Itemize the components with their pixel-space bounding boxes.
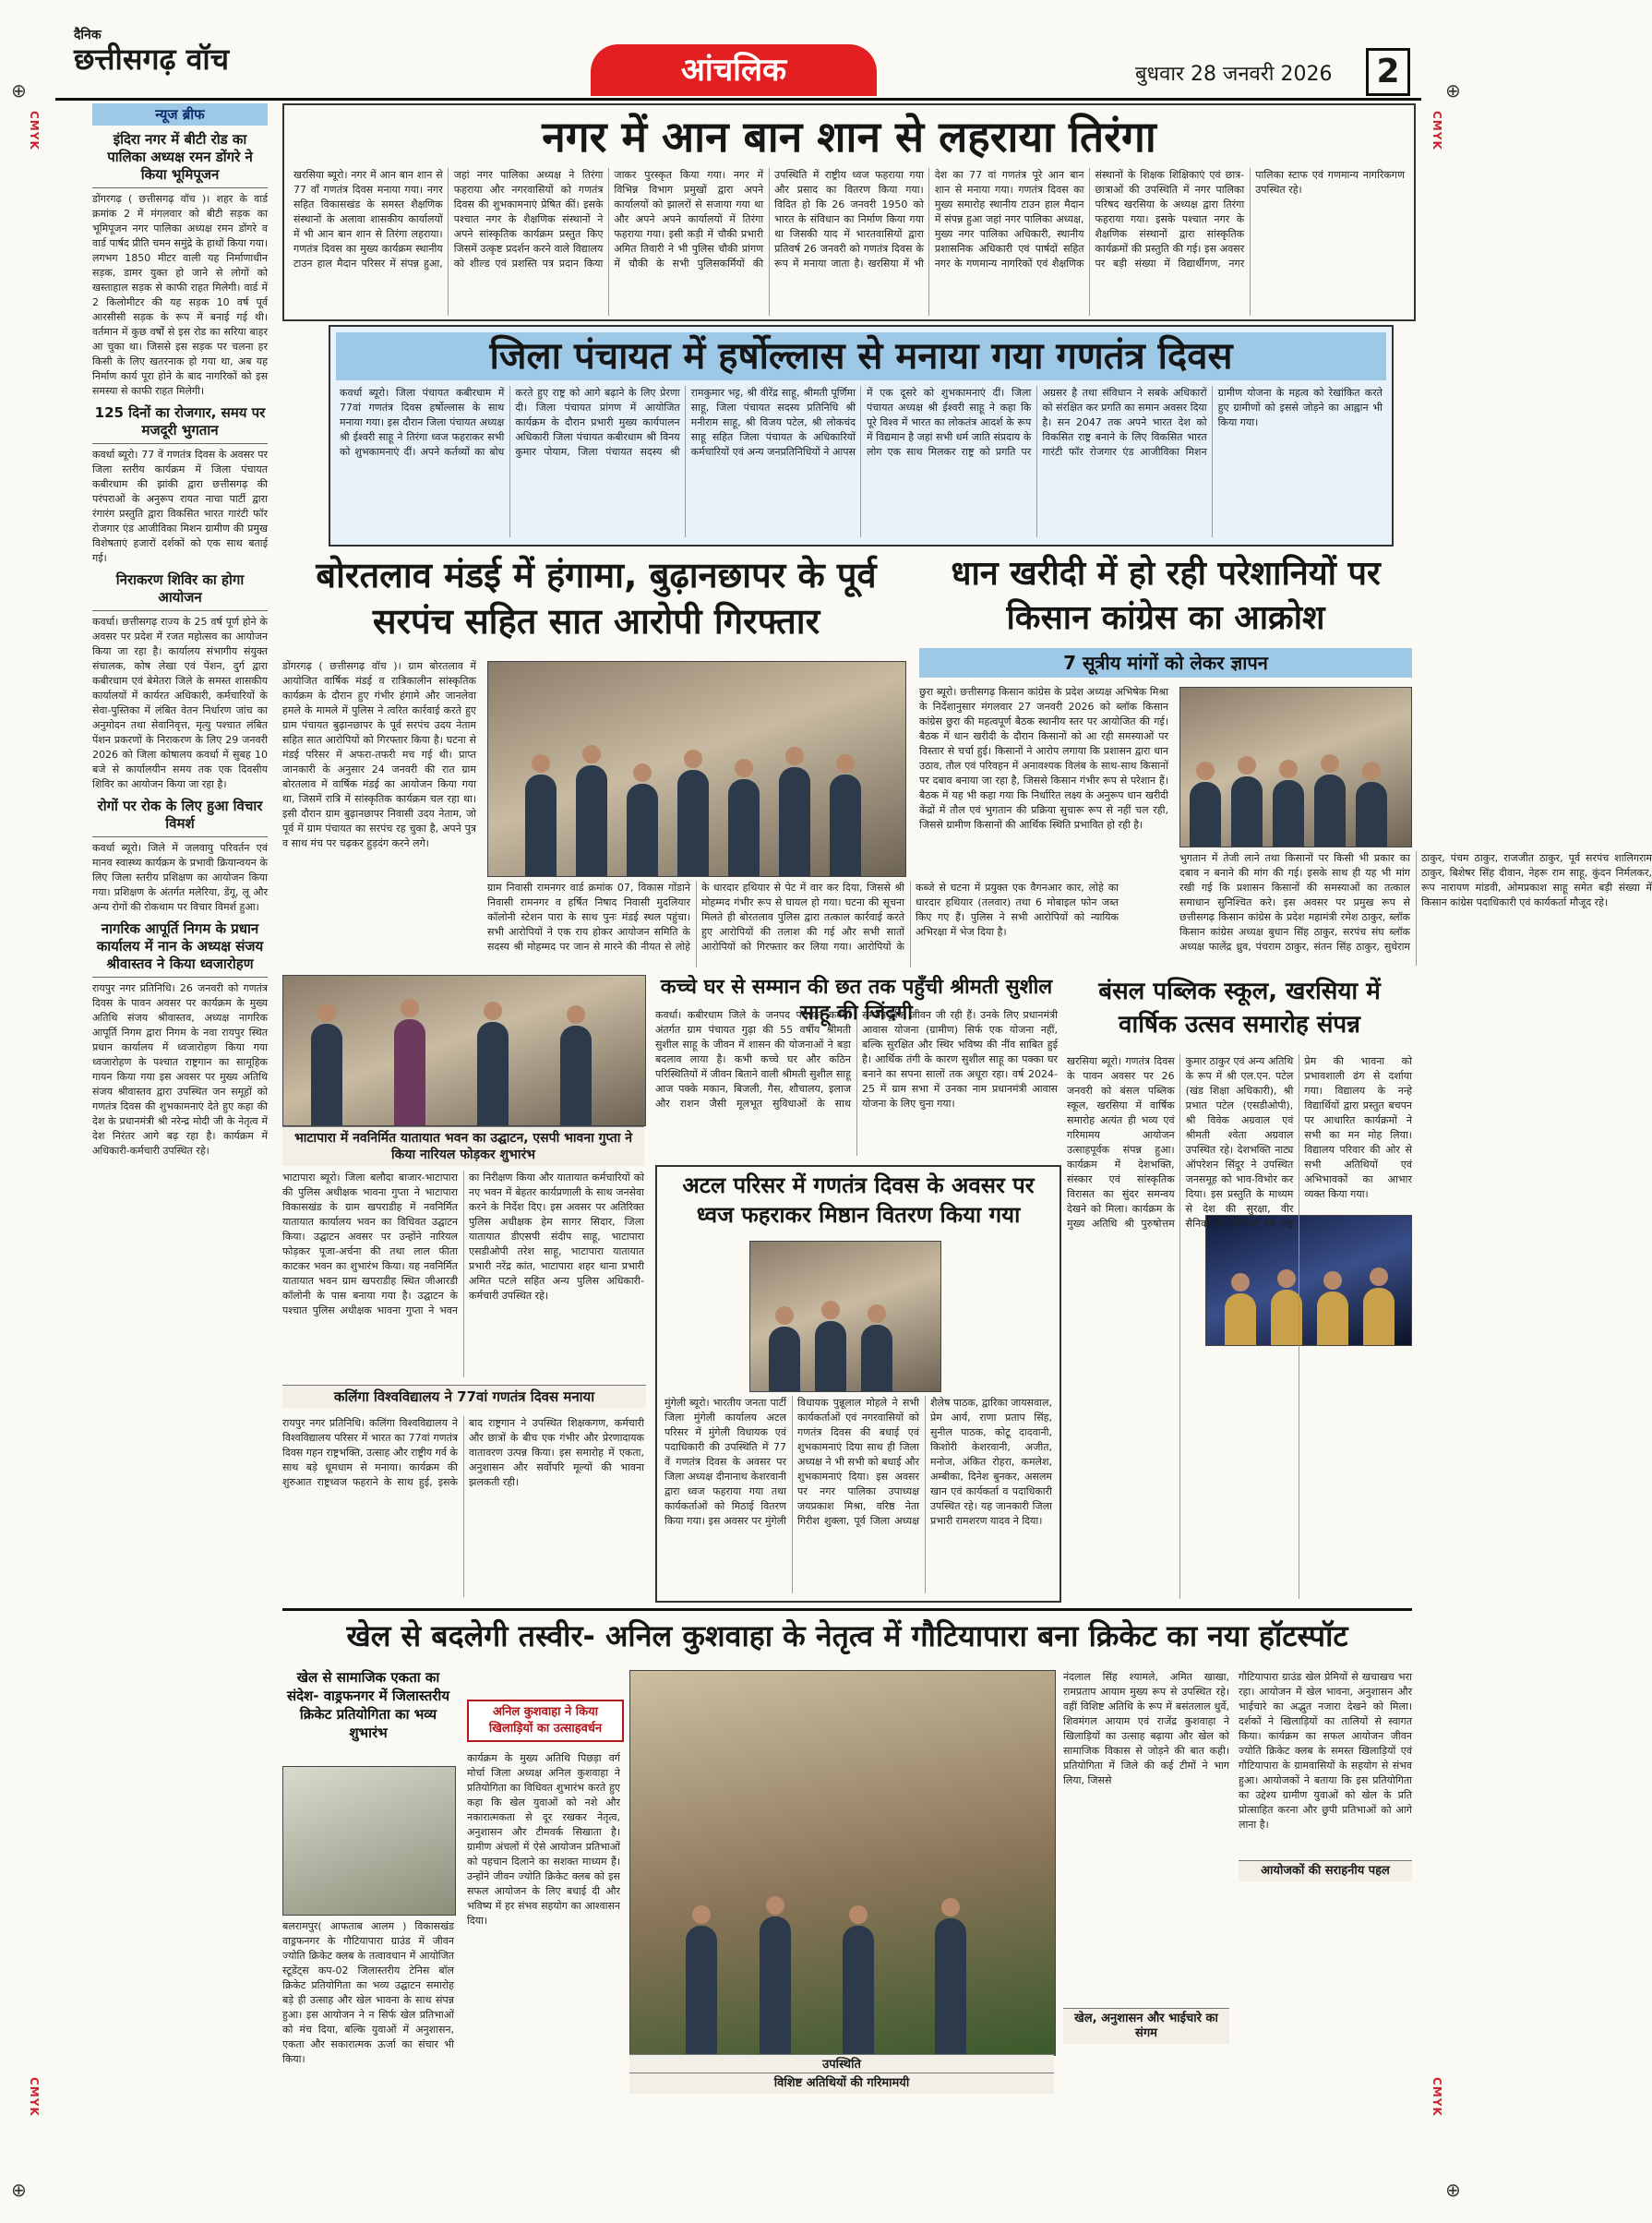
news-brief-sidebar xyxy=(92,103,268,2088)
cmyk-strip: CMYK xyxy=(28,2077,41,2117)
article-body xyxy=(664,1396,1052,1593)
article-text: खरसिया ब्यूरो। गणतंत्र दिवस के पावन अवसर पर 26 जनवरी को बंसल पब्लिक स्कूल, खरसिया में वार्षिक समारोह अत्यंत ही भव्य एवं गरिमामय आयोजन उत्साहपूर्वक संपन्न हुआ। कार्यक्रम में देशभक्ति, संस्कार एवं सांस्कृतिक विरासत का सुंदर समन्वय देखने को मिला। कार्यक्रम के मुख्य अतिथि श्री पुरुषोत्तम कुमार ठाकुर एवं अन्य अतिथि के रूप में श्री एल.एन. पटेल (खंड शिक्षा अधिकारी), श्री प्रभात पटेल (एसडीओपी), श्री विवेक अग्रवाल एवं श्रीमती श्वेता अग्रवाल उपस्थित रहे। देशभक्ति नाट्य ऑपरेशन सिंदूर ने उपस्थित जनसमूह को भाव-विभोर कर दिया। इस प्रस्तुति के माध्यम से देश की सुरक्षा, वीर सैनिकों के बलिदान एवं राष्ट्र प्रेम की भावना को प्रभावशाली ढंग से दर्शाया गया। विद्यालय के नन्हे विद्यार्थियों द्वारा प्रस्तुत बचपन पर आधारित कार्यक्रमों ने सभी का मन मोह लिया। विद्यालय परिवार की ओर से सभी अतिथियों एवं अभिभावकों का आभार व्यक्त किया गया। xyxy=(1067,1055,1412,1230)
article-text: नंदलाल सिंह श्यामले, अमित खाखा, रामप्रताप आयाम मुख्य रूप से उपस्थित रहे। वहीं विशिष्ट अतिथि के रूप में बसंतलाल धुर्वे, शिवमंगल आयाम एवं राजेंद्र कुशवाहा ने खिलाड़ियों का उत्साह बढ़ाया और खेल को सामाजिक विकास से जोड़ने की बात कही। प्रतियोगिता में जिले की कई टीमों ने भाग लिया, जिससे xyxy=(1063,1671,1229,1786)
sub-box: खेल, अनुशासन और भाईचारे का संगम xyxy=(1063,2008,1229,2044)
masthead-prefix: दैनिक xyxy=(74,28,102,42)
registration-mark-icon: ⊕ xyxy=(1445,2179,1461,2201)
brief-text: डोंगरगढ़ ( छत्तीसगढ़ वॉच )। शहर के वार्ड क्रमांक 2 में मंगलवार को बीटी सड़क का भूमिपूजन नगर पालिका अध्यक्ष रमन डोंगरे व वार्ड पार्षद प्रीति चमन समुंद्रे के हाथों किया गया। लगभग 1850 मीटर वाली यह निर्माणाधीन सड़क, डामर युक्त हो जाने से लोगों को खस्ताहाल सड़क से काफी राहत मिलेगी। वार्ड में 2 किलोमीटर की यह सड़क 10 वर्ष पूर्व आरसीसी सड़क के रूप में बनाई गई थी। वर्तमान में कुछ वर्षों से इस रोड का सरिया बाहर आ चुका था। जिससे इस सड़क पर चलना हर किसी के लिए खतरनाक हो गया था, अब यह निर्माण कार्य पूरा होने के बाद नागरिकों को इस समस्या से काफी राहत मिलेगी। xyxy=(92,193,268,397)
article-body xyxy=(1067,1054,1412,1599)
masthead-title: छत्तीसगढ़ वॉच xyxy=(74,42,230,77)
article-headline: बोरतलाव मंडई में हंगामा, बुढ़ानछापर के पूर्व सरपंच सहित सात आरोपी गिरफ्तार xyxy=(316,555,877,642)
article-body xyxy=(340,386,1383,537)
farmers-meeting-photo xyxy=(1179,687,1412,847)
brief-headline: इंदिरा नगर में बीटी रोड का पालिका अध्यक्ष रमन डोंगरे ने किया भूमिपूजन xyxy=(92,131,268,188)
article-body xyxy=(487,881,1119,967)
article-body xyxy=(919,685,1168,943)
article-text: कार्यक्रम के मुख्य अतिथि पिछड़ा वर्ग मोर्चा जिला अध्यक्ष अनिल कुशवाहा ने प्रतियोगिता का विधिवत शुभारंभ करते हुए कहा कि खेल युवाओं को नशे और नकारात्मकता से दूर रखकर नेतृत्व, अनुशासन और टीमवर्क सिखाता है। ग्रामीण अंचलों में ऐसे आयोजन प्रतिभाओं को पहचान दिलाने का सशक्त माध्यम हैं। उन्होंने जीवन ज्योति क्रिकेट क्लब को इस सफल आयोजन के लिए बधाई दी और भविष्य में हर संभव सहयोग का आश्वासन दिया। xyxy=(467,1752,620,1927)
arrest-photo xyxy=(487,661,906,877)
article-text: खरसिया ब्यूरो। नगर में आन बान शान से 77 वाँ गणतंत्र दिवस मनाया गया। नगर सहित विकासखंड के समस्त शैक्षणिक संस्थानों के अलावा शासकीय कार्यालयों में भी आन बान शान से तिरंगा लहराया। गणतंत्र दिवस का मुख्य कार्यक्रम स्थानीय टाउन हाल मैदान परिसर में संपन्न हुआ, जहां नगर पालिका अध्यक्ष ने तिरंगा फहराया और नगरवासियों को गणतंत्र दिवस की शुभकामनाएं प्रेषित कीं। इसके पश्चात नगर के शैक्षणिक संस्थानों ने अपने सांस्कृतिक कार्यक्रम प्रस्तुत किए जिसमें उत्कृष्ट प्रदर्शन करने वाले विद्यालय को शील्ड एवं प्रशस्ति पत्र प्रदान किया जाकर पुरस्कृत किया गया। नगर में विभिन्न विभाग प्रमुखों द्वारा अपने कार्यालयों को झालरों से सजाया गया था और अपने अपने कार्यालयों में तिरंगा फहराया गया। इसी कड़ी में चौकी प्रभारी अमित तिवारी ने भी पुलिस चौकी प्रांगण में चौकी के सभी पुलिसकर्मियों की उपस्थिति में राष्ट्रीय ध्वज फहराया गया और प्रसाद का वितरण किया गया। विदित हो कि 26 जनवरी 1950 को भारत के संविधान का निर्माण किया गया था जिसकी याद में भारतवासियों द्वारा प्रतिवर्ष 26 जनवरी को गणतंत्र दिवस के रूप में मनाया जाता है। खरसिया में भी देश का 77 वां गणतंत्र पूरे आन बान शान से मनाया गया। गणतंत्र दिवस का मुख्य समारोह स्थानीय टाउन हाल मैदान में संपन्न हुआ जहां नगर पालिका अध्यक्ष, मुख्य नगर पालिका अधिकारी, स्थानीय प्रशासनिक अधिकारी एवं पार्षदों सहित नगर के गणमान्य नागरिकों एवं शैक्षणिक संस्थानों के शिक्षक शिक्षिकाएं एवं छात्र-छात्राओं की उपस्थिति में नगर पालिका परिषद खरसिया के अध्यक्ष द्वारा तिरंगा फहराया गया। इसके पश्चात नगर के शैक्षणिक संस्थानों द्वारा सांस्कृतिक कार्यक्रमों की प्रस्तुति की गई। इस अवसर पर बड़ी संख्या में विद्यार्थीगण, नगर पालिका स्टाफ एवं गणमान्य नागरिकगण उपस्थित रहे। xyxy=(293,169,1405,270)
article-subhead: 7 सूत्रीय मांगों को लेकर ज्ञापन xyxy=(919,648,1412,678)
brief-headline: 125 दिनों का रोजगार, समय पर मजदूरी भुगतान xyxy=(92,404,268,444)
article-headline: कलिंगा विश्वविद्यालय ने 77वां गणतंत्र दिवस मनाया xyxy=(282,1385,646,1408)
article-body xyxy=(282,1919,454,2091)
cricket-ground-photo xyxy=(282,1766,456,1916)
article-sushil-sahu xyxy=(655,975,1058,1160)
registration-mark-icon: ⊕ xyxy=(1445,79,1461,102)
brief-text: कवर्धा। छत्तीसगढ़ राज्य के 25 वर्ष पूर्ण होने के अवसर पर प्रदेश में रजत महोत्सव का आयोजन किया जा रहा है। कार्यालय संभागीय संयुक्त संचालक, कोष लेखा एवं पेंशन, दुर्ग द्वारा कबीरधाम एवं बेमेतरा जिले के समस्त शासकीय कार्यालयों में कार्यरत अधिकारी, कर्मचारियों के सेवा-पुस्तिका में लंबित वेतन निर्धारण जांच का अनुमोदन तथा सेवानिवृत्त, मृत्यु पश्चात लंबित पेंशन प्रकरणों के निराकरण के लिए 29 जनवरी 2026 को जिला कोषालय कवर्धा में सुबह 10 बजे से कार्यालयीन समय तक एक दिवसीय शिविर का आयोजन किया जा रहा है। xyxy=(92,616,268,790)
article-body xyxy=(282,659,476,967)
brief-text: कवर्धा ब्यूरो। जिले में जलवायु परिवर्तन एवं मानव स्वास्थ्य कार्यक्रम के प्रभावी क्रियान्वयन के लिए जिला स्तरीय प्रशिक्षण का आयोजन किया गया। प्रशिक्षण के अंतर्गत मलेरिया, डेंगू, लू और अन्य रोगों की रोकथाम पर विचार विमर्श हुआ। xyxy=(92,842,268,913)
article-text: छुरा ब्यूरो। छत्तीसगढ़ किसान कांग्रेस के प्रदेश अध्यक्ष अभिषेक मिश्रा के निर्देशानुसार मंगलवार 27 जनवरी 2026 को ब्लॉक किसान कांग्रेस छुरा की महत्वपूर्ण बैठक स्थानीय स्तर पर आयोजित की गई। बैठक में धान खरीदी के दौरान किसानों को आ रही समस्याओं पर विस्तार से चर्चा हुई। किसानों ने आरोप लगाया कि प्रशासन द्वारा धान उठाव, तौल एवं परिवहन में अनावश्यक विलंब के साथ-साथ किसानों पर दबाव बनाया जा रहा है, जिससे किसान गंभीर रूप से परेशान हैं। बैठक में यह भी कहा गया कि निर्धारित लक्ष्य के अनुरूप धान खरीदी केंद्रों में तौल एवं भुगतान की प्रक्रिया सुचारू रूप से नहीं चल रही, जिससे ग्रामीण किसानों की आर्थिक स्थिति प्रभावित हो रही है। xyxy=(919,686,1168,831)
cmyk-strip: CMYK xyxy=(1431,111,1443,150)
inauguration-photo xyxy=(282,975,646,1126)
dateline: बुधवार 28 जनवरी 2026 xyxy=(1135,63,1333,86)
article-text: मुंगेली ब्यूरो। भारतीय जनता पार्टी जिला मुंगेली कार्यालय अटल परिसर में मुंगेली विधायक एवं पदाधिकारी की उपस्थिति में 77 वें गणतंत्र दिवस के अवसर पर जिला अध्यक्ष दीनानाथ केशरवानी द्वारा ध्वज फहराया गया तथा कार्यकर्ताओं को मिठाई वितरण किया गया। इस अवसर पर मुंगेली विधायक पुन्नूलाल मोहले ने सभी कार्यकर्ताओं एवं नगरवासियों को गणतंत्र दिवस की बधाई एवं शुभकामनाएं दिया साथ ही जिला अध्यक्ष ने भी सभी को बधाई और शुभकामनाएं दिया। इस अवसर पर नगर पालिका उपाध्यक्ष जयप्रकाश मिश्रा, वरिष्ठ नेता गिरीश शुक्ला, पूर्व जिला अध्यक्ष शैलेष पाठक, द्वारिका जायसवाल, प्रेम आर्य, राणा प्रताप सिंह, सुनील पाठक, कोटू दादवानी, किशोरी केशरवानी, अजीत, मनोज, अंकित रोहरा, कमलेश, अम्बीका, दिनेश बुनकर, असलम खान एवं कार्यकर्ता व पदाधिकारी उपस्थित रहे। यह जानकारी जिला प्रभारी रामशरण यादव ने दिया। xyxy=(664,1397,1052,1527)
article-text: डोंगरगढ़ ( छत्तीसगढ़ वॉच )। ग्राम बोरतलाव में आयोजित वार्षिक मंडई व रात्रिकालीन सांस्कृतिक कार्यक्रम के दौरान हुए गंभीर हंगामे और जानलेवा हमले के मामले में पुलिस ने त्वरित कार्रवाई करते हुए ग्राम पंचायत बुढ़ानछापर के पूर्व सरपंच उदय नेताम सहित सात आरोपियों को गिरफ्तार किया है। घटना से मंडई परिसर में अफरा-तफरी मच गई थी। प्राप्त जानकारी के अनुसार 24 जनवरी की रात ग्राम बोरतलाव में वार्षिक मंडई का आयोजन किया गया था, जिसमें रात्रि में सांस्कृतिक कार्यक्रम चल रहा था। इसी दौरान ग्राम बुढ़ानछापर निवासी उदय नेताम, जो पूर्व में ग्राम पंचायत का सरपंच रह चुका है, अपने पुत्र व साथ मंच पर चढ़कर हुड़दंग करने लगे। xyxy=(282,660,476,849)
article-text: भुगतान में तेजी लाने तथा किसानों पर किसी भी प्रकार का दबाव न बनाने की मांग की गई। इसके साथ ही यह भी मांग रखी गई कि प्रशासन किसानों की समस्याओं का तत्काल समाधान सुनिश्चित करे। इस अवसर पर प्रमुख रूप से छत्तीसगढ़ किसान कांग्रेस के प्रदेश महामंत्री रमेश ठाकुर, ब्लॉक किसान कांग्रेस अध्यक्ष बुधान सिंह ठाकुर, सरपंच संघ ब्लॉक अध्यक्ष फालेंद्र ध्रुव, पंचराम ठाकुर, संतन सिंह ठाकुर, सुधेराम ठाकुर, पंचम ठाकुर, राजजीत ठाकुर, पूर्व सरपंच शालिगराम ठाकुर, बिशेषर सिंह दीवान, नेहरू राम साहू, कुंदन निर्मलकर, रूप नारायण मांडवी, ओमप्रकाश साहू समेत बड़ी संख्या में किसान कांग्रेस पदाधिकारी एवं कार्यकर्ता मौजूद रहे। xyxy=(1179,852,1652,953)
article-headline: धान खरीदी में हो रही परेशानियों पर किसान कांग्रेस का आक्रोश xyxy=(951,555,1381,637)
article-body xyxy=(282,1416,644,1597)
sub-box: अनिल कुशवाहा ने किया खिलाड़ियों का उत्साहवर्धन xyxy=(467,1700,624,1742)
section-tab: आंचलिक xyxy=(591,44,877,96)
article-text: कवर्धा ब्यूरो। जिला पंचायत कबीरधाम में 77वां गणतंत्र दिवस हर्षोल्लास के साथ मनाया गया। इस दौरान जिला पंचायत अध्यक्ष श्री ईश्वरी साहू ने तिरंगा ध्वज फहराकर सभी को शुभकामनाएं दीं। अपने कर्तव्यों का बोध करते हुए राष्ट्र को आगे बढ़ाने के लिए प्रेरणा दी। जिला पंचायत प्रांगण में आयोजित कार्यक्रम के दौरान प्रभारी मुख्य कार्यपालन अधिकारी जिला पंचायत कबीरधाम श्री विनय कुमार पोयाम, जिला पंचायत सदस्य श्री रामकुमार भट्ट, श्री वीरेंद्र साहू, श्रीमती पूर्णिमा साहू, जिला पंचायत सदस्य प्रतिनिधि श्री मनीराम साहू, श्री विजय पटेल, श्री लोकचंद साहू सहित जिला पंचायत के अधिकारियों कर्मचारियों एवं अन्य जनप्रतिनिधियों ने आपस में एक दूसरे को शुभकामनाएं दीं। जिला पंचायत अध्यक्ष श्री ईश्वरी साहू ने कहा कि पूरे विश्व में भारत का लोकतंत्र आदर्श के रूप में विद्यमान है जहां सभी धर्म जाति संप्रदाय के लोग एक साथ मिलकर राष्ट्र को प्रगति पर अग्रसर है तथा संविधान ने सबके अधिकारों को संरक्षित कर प्रगति का समान अवसर दिया है। सन 2047 तक अपने भारत देश को विकसित राष्ट्र बनाने के लिए विकसित भारत गारंटी फॉर रोजगार एंड आजीविका मिशन ग्रामीण योजना के महत्व को रेखांकित करते हुए ग्रामीणों को इससे जोड़ने का आह्वान भी किया गया। xyxy=(340,387,1383,458)
article-body xyxy=(282,1171,644,1377)
article-headline: कच्चे घर से सम्मान की छत तक पहुँची श्रीमती सुशील साहू की जिंदगी xyxy=(660,976,1053,1025)
registration-mark-icon: ⊕ xyxy=(11,2179,27,2201)
photo-caption: भाटापारा में नवनिर्मित यातायात भवन का उद्घाटन, एसपी भावना गुप्ता ने किया नारियल फोड़कर शुभारंभ xyxy=(282,1126,644,1166)
article-body xyxy=(1179,851,1652,966)
article-headline: जिला पंचायत में हर्षोल्लास से मनाया गया गणतंत्र दिवस xyxy=(336,332,1386,380)
article-headline: अटल परिसर में गणतंत्र दिवस के अवसर पर ध्वज फहराकर मिष्ठान वितरण किया गया xyxy=(682,1172,1035,1228)
masthead xyxy=(74,26,295,75)
registration-mark-icon: ⊕ xyxy=(11,79,27,102)
article-text: ग्राम निवासी रामनगर वार्ड क्रमांक 07, विकास गोंडाने निवासी रामनगर व हर्षित निषाद निवासी मुदलियार कॉलोनी स्टेशन पारा के साथ पुनः मंडई स्थल पहुंचा। सभी आरोपियों ने एक राय होकर आयोजन समिति के सदस्य श्री मोहम्मद पर जान से मारने की नीयत से लोहे के धारदार हथियार से पेट में वार कर दिया, जिससे श्री मोहम्मद गंभीर रूप से घायल हो गया। घटना की सूचना मिलते ही बोरतलाव पुलिस द्वारा तत्काल कार्रवाई करते हुए आरोपियों की तलाश की गई और सभी सातों आरोपियों को गिरफ्तार कर लिया गया। आरोपियों के कब्जे से घटना में प्रयुक्त एक वैगनआर कार, लोहे का धारदार हथियार (तलवार) तथा 6 मोबाइल फोन जब्त किए गए हैं। पुलिस ने सभी आरोपियों को न्यायिक अभिरक्षा में भेज दिया है। xyxy=(487,882,1119,953)
cmyk-strip: CMYK xyxy=(28,111,41,150)
article-text: रायपुर नगर प्रतिनिधि। कलिंगा विश्वविद्यालय ने विश्वविद्यालय परिसर में भारत का 77वां गणतंत्र दिवस गहन राष्ट्रभक्ति, उत्साह और राष्ट्रीय गर्व के साथ बड़े धूमधाम से मनाया। कार्यक्रम की शुरुआत राष्ट्रध्वज फहराने के साथ हुई, इसके बाद राष्ट्रगान ने उपस्थित शिक्षकगण, कर्मचारी और छात्रों के बीच एक गंभीर और प्रेरणादायक वातावरण उत्पन्न किया। इस समारोह में एकता, अनुशासन और सर्वोपरि मूल्यों की भावना झलकती रही। xyxy=(282,1417,644,1488)
article-text: गौटियापारा ग्राउंड खेल प्रेमियों से खचाखच भरा रहा। आयोजन में खेल भावना, अनुशासन और भाईचारे का अद्भुत नजारा देखने को मिला। दर्शकों ने खिलाड़ियों का तालियों से स्वागत किया। कार्यक्रम का सफल आयोजन जीवन ज्योति क्रिकेट क्लब के समस्त खिलाड़ियों एवं गौटियापारा के ग्रामवासियों के सहयोग से संभव हुआ। आयोजकों ने बताया कि इस प्रतियोगिता का उद्देश्य ग्रामीण युवाओं को खेल के प्रति प्रोत्साहित करना और छुपी प्रतिभाओं को आगे लाना है। xyxy=(1239,1671,1412,1831)
article-zila-panchayat xyxy=(329,325,1394,547)
article-bansal-school xyxy=(1067,975,1412,1599)
photo-caption: उपस्थिति xyxy=(629,2054,1054,2075)
brief-headline: नागरिक आपूर्ति निगम के प्रधान कार्यालय में नान के अध्यक्ष संजय श्रीवास्तव ने किया ध्वजारोहण xyxy=(92,920,268,978)
article-text: कवर्धा। कबीरधाम जिले के जनपद पंचायत कवर्धा अंतर्गत ग्राम पंचायत गुढ़ा की 55 वर्षीय श्रीमती सुशील साहू के जीवन में शासन की योजनाओं ने बड़ा बदलाव लाया है। कभी कच्चे घर और कठिन परिस्थितियों में जीवन बिताने वाली श्रीमती सुशील साहू आज पक्के मकान, बिजली, गैस, शौचालय, इलाज और राशन जैसी मूलभूत सुविधाओं के साथ सम्मानपूर्वक जीवन जी रही हैं। उनके लिए प्रधानमंत्री आवास योजना (ग्रामीण) सिर्फ एक योजना नहीं, बल्कि सुरक्षित और स्थिर भविष्य की नींव साबित हुई है। आर्थिक तंगी के कारण सुशील साहू का पक्का घर बनाने का सपना सालों तक अधूरा रहा। वर्ष 2024-25 में ग्राम सभा में उनका नाम प्रधानमंत्री आवास योजना के लिए चुना गया। xyxy=(655,1009,1058,1110)
article-body xyxy=(467,1751,620,2091)
page-number: 2 xyxy=(1366,48,1410,96)
flag-hoisting-photo xyxy=(749,1241,941,1392)
sub-box: आयोजकों की सराहनीय पहल xyxy=(1239,1860,1412,1881)
article-atal-parisar xyxy=(655,1165,1061,1603)
article-kisan-congress xyxy=(919,552,1652,967)
article-traffic-bhawan xyxy=(282,975,646,1377)
brief-text: रायपुर नगर प्रतिनिधि। 26 जनवरी को गणतंत्र दिवस के पावन अवसर पर कार्यक्रम के मुख्य अतिथि संजय श्रीवास्तव, अध्यक्ष नागरिक आपूर्ति निगम द्वारा निगम के नवा रायपुर स्थित प्रधान कार्यालय में ध्वजारोहण किया गया ध्वजारोहण के पश्चात राष्ट्रगान का सामूहिक गायन किया गया इस अवसर पर मुख्य अतिथि संजय श्रीवास्तव द्वारा उपस्थित जन समूहों को गणतंत्र दिवस की शुभकामनाएं देते हुए कहा की देश के प्रधानमंत्री श्री नरेन्द्र मोदी जी के नेतृत्व में देश निरंतर आगे बढ़ रहा है। कार्यक्रम में अधिकारी-कर्मचारी उपस्थित रहे। xyxy=(92,982,268,1157)
article-body xyxy=(293,168,1405,316)
article-text: भाटापारा ब्यूरो। जिला बलौदा बाजार-भाटापारा की पुलिस अधीक्षक भावना गुप्ता ने भाटापारा विकासखंड के ग्राम खपराडीह में नवनिर्मित यातायात कार्यालय भवन का विधिवत उद्घाटन किया। उद्घाटन अवसर पर उन्होंने नारियल फोड़कर पूजा-अर्चना की तथा लाल फीता काटकर भवन का शुभारंभ किया। यह नवनिर्मित यातायात भवन ग्राम खपराडीह स्थित जीआरडी कॉलोनी के पास बनाया गया है। उद्घाटन के पश्चात पुलिस अधीक्षक भावना गुप्ता ने भवन का निरीक्षण किया और यातायात कर्मचारियों को नए भवन में बेहतर कार्यप्रणाली के साथ जनसेवा करने के निर्देश दिए। इस अवसर पर अतिरिक्त पुलिस अधीक्षक हेम सागर सिदार, जिला यातायात डीएसपी संदीप साहू, भाटापारा एसडीओपी तरेश साहू, भाटापारा यातायात प्रभारी नरेंद्र कांत, भाटापारा शहर थाना प्रभारी अमित पटले सहित अन्य पुलिस अधिकारी-कर्मचारी उपस्थित रहे। xyxy=(282,1172,644,1316)
news-brief-tag: न्यूज ब्रीफ xyxy=(92,103,268,126)
article-subhead: खेल से सामाजिक एकता का संदेश- वाड्रफनगर में जिलास्तरीय क्रिकेट प्रतियोगिता का भव्य शुभारंभ xyxy=(286,1669,450,1741)
header-rule xyxy=(55,98,1421,101)
article-cricket xyxy=(282,1608,1412,2091)
photo-caption: विशिष्ट अतिथियों की गरिमामयी xyxy=(629,2073,1054,2094)
article-headline: नगर में आन बान शान से लहराया तिरंगा xyxy=(542,112,1156,162)
article-headline: खेल से बदलेगी तस्वीर- अनिल कुशवाहा के नेतृत्व में गौटियापारा बना क्रिकेट का नया हॉटस्पॉट xyxy=(346,1618,1348,1653)
brief-text: कवर्धा ब्यूरो। 77 वें गणतंत्र दिवस के अवसर पर जिला स्तरीय कार्यक्रम में जिला पंचायत कबीरधाम की झांकी द्वारा छत्तीसगढ़ की परंपराओं के अनुरूप रायत नाचा पार्टी द्वारा रंगारंग प्रस्तुति द्वारा विकसित भारत गारंटी फॉर रोजगार एंड आजीविका मिशन ग्रामीण की प्रमुख विशेषताएं हजारों दर्शकों को एक साथ बताई गई। xyxy=(92,449,268,564)
brief-headline: निराकरण शिविर का होगा आयोजन xyxy=(92,571,268,611)
article-text: बलरामपुर( आफताब आलम ) विकासखंड वाड्रफनगर के गौटियापारा ग्राउंड में जीवन ज्योति क्रिकेट क्लब के तत्वावधान में आयोजित स्टूडेंट्स कप-02 जिलास्तरीय टेनिस बॉल क्रिकेट प्रतियोगिता का भव्य उद्घाटन समारोह बड़े ही उत्साह और खेल भावना के साथ संपन्न हुआ। इस आयोजन ने न सिर्फ खेल प्रतिभाओं को मंच दिया, बल्कि युवाओं में अनुशासन, एकता और सकारात्मक ऊर्जा का संचार भी किया। xyxy=(282,1920,454,2065)
article-headline: बंसल पब्लिक स्कूल, खरसिया में वार्षिक उत्सव समारोह संपन्न xyxy=(1098,978,1381,1039)
cricket-event-photo xyxy=(629,1670,1056,2056)
article-kalinga-university xyxy=(282,1385,646,1599)
brief-headline: रोगों पर रोक के लिए हुआ विचार विमर्श xyxy=(92,798,268,837)
article-body xyxy=(655,1008,1058,1156)
cmyk-strip: CMYK xyxy=(1431,2077,1443,2117)
article-tiranga xyxy=(282,103,1416,321)
